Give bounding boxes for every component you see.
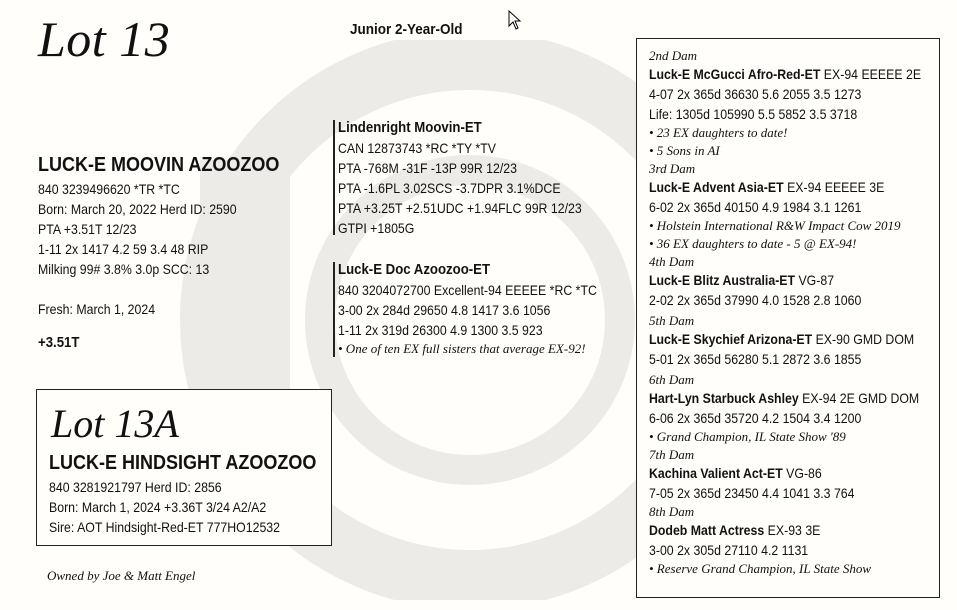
pedigree-entry (649, 371, 957, 446)
pedigree-class: VG-86 (786, 465, 822, 481)
sire-line: PTA -1.6PL 3.02SCS -3.7DPR 3.1%DCE (338, 180, 561, 196)
pedigree-record: 6-06 2x 365d 35720 4.2 1504 3.4 1200 (649, 410, 862, 426)
pedigree-note: • 5 Sons in AI (649, 143, 720, 158)
sire-line: GTPI +1805G (338, 220, 415, 236)
pedigree-record: 7-05 2x 365d 23450 4.4 1041 3.3 764 (649, 485, 855, 501)
animal-born: Born: March 20, 2022 Herd ID: 2590 (38, 201, 237, 217)
pedigree-entry (649, 446, 957, 503)
dam-note: • One of ten EX full sisters that average EX-92! (338, 341, 586, 356)
pedigree-label: 6th Dam (649, 372, 695, 387)
pedigree-record: 6-02 2x 365d 40150 4.9 1984 3.1 1261 (649, 199, 862, 215)
pedigree-name-line (649, 520, 921, 540)
lot-title: Lot 13 (38, 11, 171, 67)
pedigree-entry (649, 312, 957, 369)
pedigree-name: Luck-E Skychief Arizona-ET (649, 331, 813, 347)
pedigree-label: 8th Dam (649, 504, 695, 519)
pedigree-name-line (649, 388, 921, 408)
pedigree-name-line (649, 177, 921, 197)
animal-record: 1-11 2x 1417 4.2 59 3.4 48 RIP (38, 241, 209, 257)
pedigree-class: EX-94 EEEEE 3E (787, 179, 885, 195)
pedigree-record: 3-00 2x 305d 27110 4.2 1131 (649, 542, 809, 558)
pedigree-name-line (649, 329, 921, 349)
lot-a-name: LUCK-E HINDSIGHT AZOOZOO (49, 452, 317, 474)
pedigree-label: 2nd Dam (649, 48, 698, 63)
pedigree-class: VG-87 (798, 272, 835, 288)
pedigree-name: Hart-Lyn Starbuck Ashley (649, 390, 799, 406)
pedigree-record: 2-02 2x 365d 37990 4.0 1528 2.8 1060 (649, 292, 862, 308)
dam-line: 1-11 2x 319d 26300 4.9 1300 3.5 923 (338, 322, 543, 338)
pedigree-entry (649, 160, 957, 253)
dam-bracket (333, 262, 335, 357)
pedigree-class: EX-93 3E (767, 522, 821, 538)
lot-a-title: Lot 13A (51, 401, 179, 446)
pedigree-entry (649, 253, 957, 310)
owner-credit: Owned by Joe & Matt Engel (47, 568, 196, 583)
pedigree-list (649, 47, 957, 578)
dam-line: 3-00 2x 284d 29650 4.8 1417 3.6 1056 (338, 302, 551, 318)
pedigree-name: Luck-E McGucci Afro-Red-ET (649, 66, 821, 82)
sire-line: CAN 12873743 *RC *TY *TV (338, 140, 496, 156)
pedigree-note: • 23 EX daughters to date! (649, 125, 788, 140)
sire-bracket (333, 120, 335, 235)
pedigree-name: Dodeb Matt Actress (649, 522, 765, 538)
pedigree-label: 4th Dam (649, 254, 695, 269)
pedigree-entry (649, 503, 957, 578)
pedigree-note: • Grand Champion, IL State Show '89 (649, 429, 846, 444)
class-label: Junior 2-Year-Old (350, 21, 463, 38)
pedigree-class: EX-90 GMD DOM (815, 331, 915, 347)
pedigree-name-line (649, 270, 921, 290)
mouse-cursor-icon (508, 10, 522, 30)
lot-a-line: Born: March 1, 2024 +3.36T 3/24 A2/A2 (49, 499, 267, 515)
animal-name: LUCK-E MOOVIN AZOOZOO (38, 154, 280, 176)
pedigree-record: 5-01 2x 365d 56280 5.1 2872 3.6 1855 (649, 351, 862, 367)
dam-name: Luck-E Doc Azoozoo-ET (338, 261, 491, 278)
animal-info (38, 154, 306, 353)
pedigree-box (636, 38, 940, 598)
sire-line: PTA +3.25T +2.51UDC +1.94FLC 99R 12/23 (338, 200, 582, 216)
animal-milking: Milking 99# 3.8% 3.0p SCC: 13 (38, 261, 210, 277)
sire-info (338, 118, 615, 238)
pedigree-note: • Reserve Grand Champion, IL State Show (649, 561, 872, 576)
lot-a-line: 840 3281921797 Herd ID: 2856 (49, 479, 222, 495)
pedigree-label: 3rd Dam (649, 161, 696, 176)
pedigree-name-line (649, 463, 921, 483)
animal-pta: PTA +3.51T 12/23 (38, 221, 137, 237)
animal-id: 840 3239496620 *TR *TC (38, 181, 180, 197)
pedigree-label: 7th Dam (649, 447, 695, 462)
lot-a-line: Sire: AOT Hindsight-Red-ET 777HO12532 (49, 519, 281, 535)
pedigree-class: EX-94 2E GMD DOM (802, 390, 920, 406)
pedigree-name: Kachina Valient Act-ET (649, 465, 783, 481)
lot-a-box (36, 389, 332, 546)
dam-info (338, 260, 632, 358)
pedigree-name: Luck-E Advent Asia-ET (649, 179, 784, 195)
pedigree-name: Luck-E Blitz Australia-ET (649, 272, 796, 288)
animal-fresh: Fresh: March 1, 2024 (38, 301, 156, 317)
pedigree-record: 4-07 2x 365d 36630 5.6 2055 3.5 1273 (649, 86, 862, 102)
dam-line: 840 3204072700 Excellent-94 EEEEE *RC *TC (338, 282, 597, 298)
pedigree-note: • 36 EX daughters to date - 5 @ EX-94! (649, 236, 857, 251)
sire-name: Lindenright Moovin-ET (338, 119, 482, 136)
animal-pta-summary: +3.51T (38, 334, 80, 351)
sire-line: PTA -768M -31F -13P 99R 12/23 (338, 160, 517, 176)
pedigree-name-line (649, 64, 921, 84)
pedigree-class: EX-94 EEEEE 2E (823, 66, 922, 82)
pedigree-note: • Holstein International R&W Impact Cow 2019 (649, 218, 901, 233)
pedigree-entry (649, 47, 957, 160)
pedigree-record: Life: 1305d 105990 5.5 5852 3.5 3718 (649, 106, 858, 122)
pedigree-label: 5th Dam (649, 313, 695, 328)
